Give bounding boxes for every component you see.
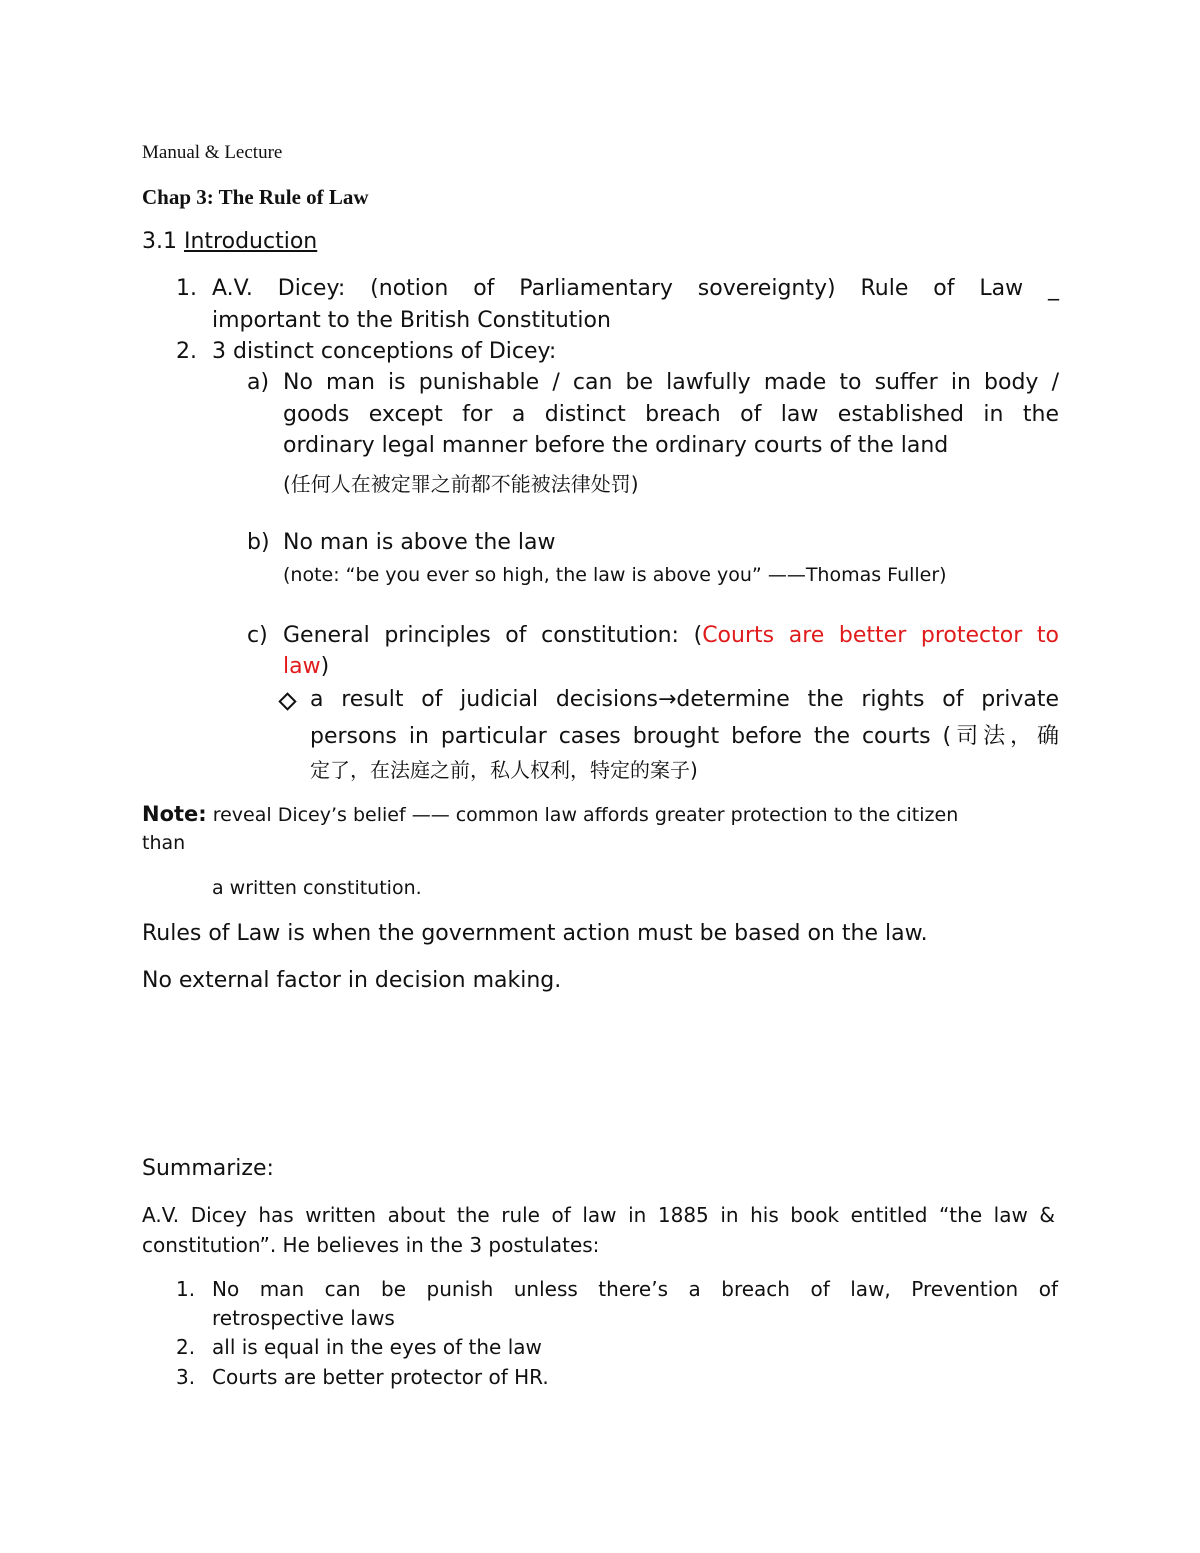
list-item-text: A.V. Dicey: (notion of Parliamentary sovereignty) Rule of Law _ <box>212 276 1059 301</box>
section-title: Introduction <box>184 229 318 254</box>
conception-text: No man is above the law <box>283 530 556 555</box>
conception-text: goods except for a distinct breach of law established in the <box>283 402 1059 427</box>
sublist-marker: a) <box>247 370 270 395</box>
conception-text: No man is punishable / can be lawfully made to suffer in body / <box>283 370 1059 395</box>
conception-text-prefix: General principles of constitution: ( <box>283 623 703 648</box>
note-text: reveal Dicey’s belief —— common law affords greater protection to the citizen <box>206 804 959 826</box>
note-paragraph <box>142 802 958 826</box>
note-label: Note: <box>142 802 207 826</box>
diamond-bullet-icon <box>278 692 296 710</box>
sub-bullet-text: persons in particular cases brought before the courts (司法，确 <box>310 724 1059 749</box>
statement-text: Rules of Law is when the government action must be based on the law. <box>142 921 928 946</box>
list-item-text: important to the British Constitution <box>212 308 611 333</box>
conception-text <box>283 654 329 679</box>
chapter-title: Chap 3: The Rule of Law <box>142 185 369 209</box>
list-marker: 1. <box>176 276 197 301</box>
list-marker: 2. <box>176 1335 196 1359</box>
sublist-marker: b) <box>247 530 270 555</box>
section-number: 3.1 <box>142 229 177 254</box>
note-text-continued: than <box>142 832 186 854</box>
statement-text: No external factor in decision making. <box>142 968 562 993</box>
section-heading <box>142 229 317 254</box>
conception-text-highlight: law <box>283 654 321 679</box>
summary-item-text: No man can be punish unless there’s a breach of law, Prevention of <box>212 1277 1058 1301</box>
note-text-continued: a written constitution. <box>212 877 422 899</box>
conception-text-suffix: ) <box>320 654 330 679</box>
list-marker: 2. <box>176 339 197 364</box>
list-marker: 1. <box>176 1277 196 1301</box>
summary-item-text: Courts are better protector of HR. <box>212 1365 549 1389</box>
sub-bullet-text: 定了，在法庭之前，私人权利，特定的案子) <box>310 758 698 782</box>
conception-text-highlight: Courts are better protector to <box>702 623 1059 648</box>
summary-item-text: all is equal in the eyes of the law <box>212 1335 542 1359</box>
summary-paragraph: A.V. Dicey has written about the rule of law in 1885 in his book entitled “the law & <box>142 1203 1055 1227</box>
sublist-marker: c) <box>247 623 268 648</box>
list-item-text: 3 distinct conceptions of Dicey: <box>212 339 557 364</box>
summary-paragraph: constitution”. He believes in the 3 postulates: <box>142 1233 600 1257</box>
conception-text <box>283 623 1059 648</box>
conception-chinese-note: (任何人在被定罪之前都不能被法律处罚) <box>283 472 639 496</box>
list-marker: 3. <box>176 1365 196 1389</box>
conception-text: ordinary legal manner before the ordinary courts of the land <box>283 433 949 458</box>
conception-quote-note: (note: “be you ever so high, the law is above you” ——Thomas Fuller) <box>283 564 947 586</box>
document-header-label: Manual & Lecture <box>142 142 283 163</box>
sub-bullet-text: a result of judicial decisions→determine the rights of private <box>310 687 1059 712</box>
summary-item-text: retrospective laws <box>212 1306 395 1330</box>
summary-heading: Summarize: <box>142 1156 274 1181</box>
